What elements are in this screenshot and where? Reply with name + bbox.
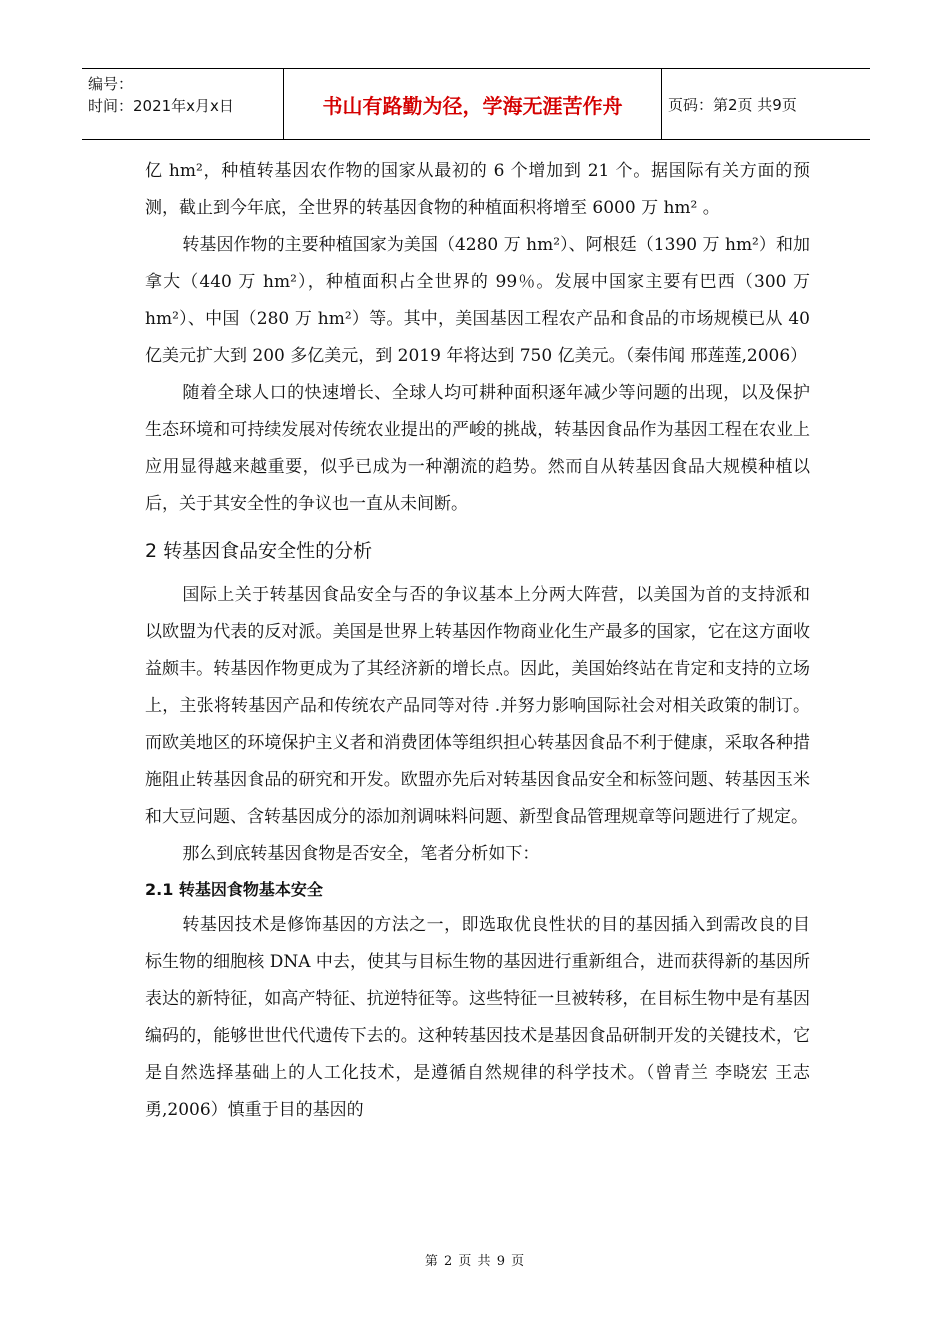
section-heading-2: 2 转基因食品安全性的分析 xyxy=(145,540,373,562)
paragraph-5: 那么到底转基因食物是否安全，笔者分析如下： xyxy=(182,844,540,864)
paragraph-6: 转基因技术是修饰基因的方法之一，即选取优良性状的目的基因插入到需改良的目标生物的细胞核 DNA 中去，使其与目标生物的基因进行重新组合，进而获得新的基因所表达的新特征，如高产特征、抗逆特征等。这些特征一旦被转移，在目标生物中是有基因编码的，能够世世代代遗传下去的。这种转基因技术是基因食品研制开发的关键技术，它是自然选择基础上的人工化技术，是遵循自然规律的科学技术。（曾青兰 李晓宏 王志勇,2006）慎重于目的基因的 xyxy=(145,915,810,1120)
page-footer: 第 2 页 共 9 页 xyxy=(424,1254,526,1269)
doc-number-label: 编号： xyxy=(88,75,134,93)
header-motto: 书山有路勤为径，学海无涯苦作舟 xyxy=(284,69,662,139)
section-heading-2-1: 2.1 转基因食物基本安全 xyxy=(145,880,323,899)
doc-time-label: 时间：2021年x月x日 xyxy=(88,97,234,115)
header-page-info: 页码：第2页 共9页 xyxy=(668,95,797,114)
header-meta xyxy=(82,69,284,139)
page-header xyxy=(82,68,870,140)
paragraph-1: 亿 hm²，种植转基因农作物的国家从最初的 6 个增加到 21 个。据国际有关方面的预测，截止到今年底，全世界的转基因食物的种植面积将增至 6000 万 hm² 。 xyxy=(145,161,810,218)
paragraph-3: 随着全球人口的快速增长、全球人均可耕种面积逐年减少等问题的出现，以及保护生态环境和可持续发展对传统农业提出的严峻的挑战，转基因食品作为基因工程在农业上应用显得越来越重要，似乎已成为一种潮流的趋势。然而自从转基因食品大规模种植以后，关于其安全性的争议也一直从未间断。 xyxy=(145,383,810,514)
paragraph-4: 国际上关于转基因食品安全与否的争议基本上分两大阵营，以美国为首的支持派和以欧盟为代表的反对派。美国是世界上转基因作物商业化生产最多的国家，它在这方面收益颇丰。转基因作物更成为了其经济新的增长点。因此，美国始终站在肯定和支持的立场上，主张将转基因产品和传统农产品同等对待 .并努力影响国际社会对相关政策的制订。而欧美地区的环境保护主义者和消费团体等组织担心转基因食品不利于健康，采取各种措施阻止转基因食品的研究和开发。欧盟亦先后对转基因食品安全和标签问题、转基因玉米和大豆问题、含转基因成分的添加剂调味料问题、新型食品管理规章等问题进行了规定。 xyxy=(145,585,810,827)
paragraph-2: 转基因作物的主要种植国家为美国（4280 万 hm²）、阿根廷（1390 万 hm²）和加拿大（440 万 hm²），种植面积占全世界的 99％。发展中国家主要有巴西（300 万 hm²）、中国（280 万 hm²）等。其中，美国基因工程农产品和食品的市场规模已从 40 亿美元扩大到 200 多亿美元，到 2019 年将达到 750 亿美元。（秦伟闻 邢莲莲,2006） xyxy=(145,235,810,366)
document-body xyxy=(145,153,810,1129)
